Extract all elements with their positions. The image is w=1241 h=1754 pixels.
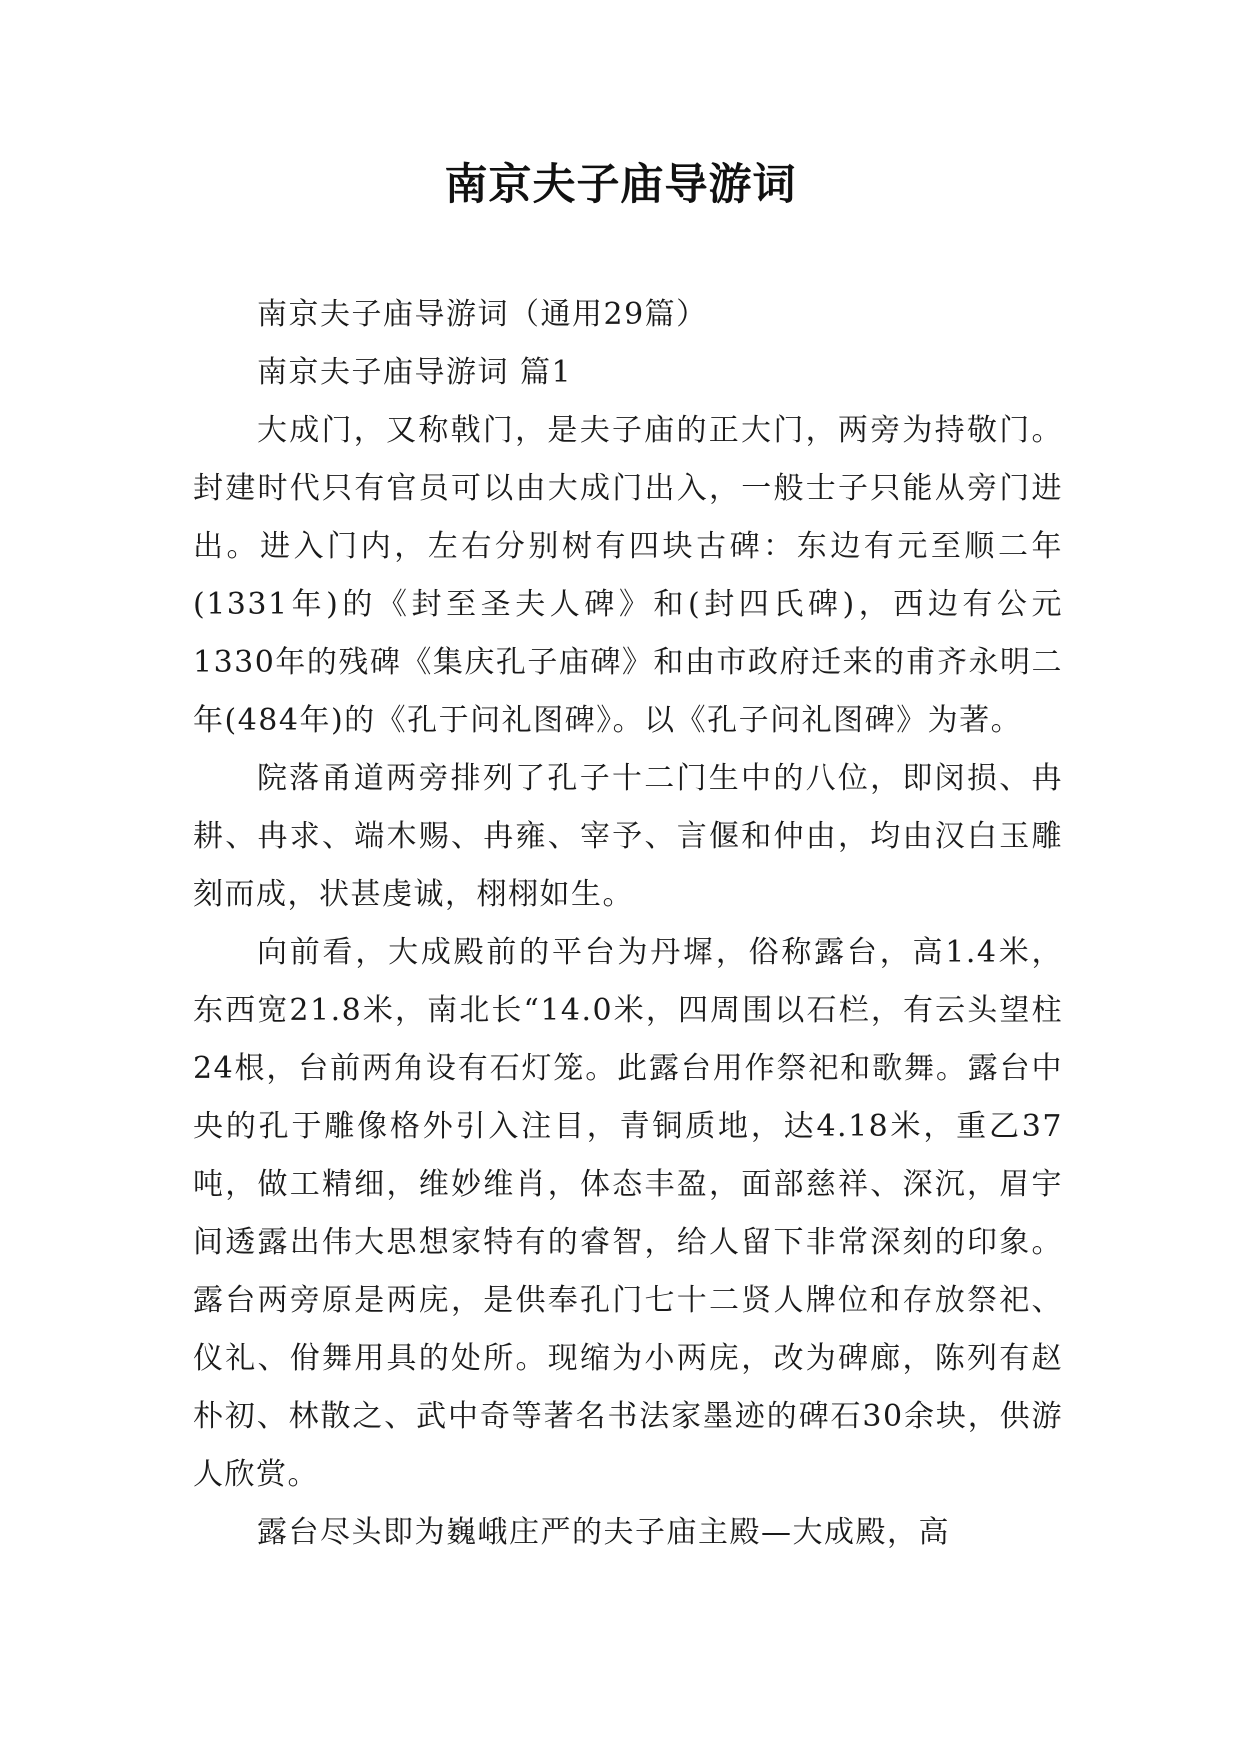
paragraph: 院落甬道两旁排列了孔子十二门生中的八位，即闵损、冉耕、冉求、端木赐、冉雍、宰予、言偃和仲由，均由汉白玉雕刻而成，状甚虔诚，栩栩如生。 xyxy=(193,761,1063,912)
subtitle-paragraph: 南京夫子庙导游词（通用29篇） xyxy=(257,297,708,332)
paragraph: 露台尽头即为巍峨庄严的夫子庙主殿—大成殿，高 xyxy=(257,1515,950,1550)
paragraph: 大成门，又称戟门，是夫子庙的正大门，两旁为持敬门。封建时代只有官员可以由大成门出入，一般士子只能从旁门进出。进入门内，左右分别树有四块古碑：东边有元至顺二年(1331年)的《封至圣夫人碑》和(封四氏碑)，西边有公元1330年的残碑《集庆孔子庙碑》和由市政府迁来的甫齐永明二年(484年)的《孔于问礼图碑》。以《孔子问礼图碑》为著。 xyxy=(193,413,1063,738)
document-title: 南京夫子庙导游词 xyxy=(444,160,797,210)
document-body xyxy=(193,286,1063,1562)
paragraph: 向前看，大成殿前的平台为丹墀，俗称露台，高1.4米，东西宽21.8米，南北长“14.0米，四周围以石栏，有云头望柱24根，台前两角设有石灯笼。此露台用作祭祀和歌舞。露台中央的孔于雕像格外引入注目，青铜质地，达4.18米，重乙37吨，做工精细，维妙维肖，体态丰盈，面部慈祥、深沉，眉宇间透露出伟大思想家特有的睿智，给人留下非常深刻的印象。露台两旁原是两庑，是供奉孔门七十二贤人牌位和存放祭祀、仪礼、佾舞用具的处所。现缩为小两庑，改为碑廊，陈列有赵朴初、林散之、武中奇等著名书法家墨迹的碑石30余块，供游人欣赏。 xyxy=(193,935,1063,1492)
section-heading: 南京夫子庙导游词 篇1 xyxy=(257,355,573,390)
